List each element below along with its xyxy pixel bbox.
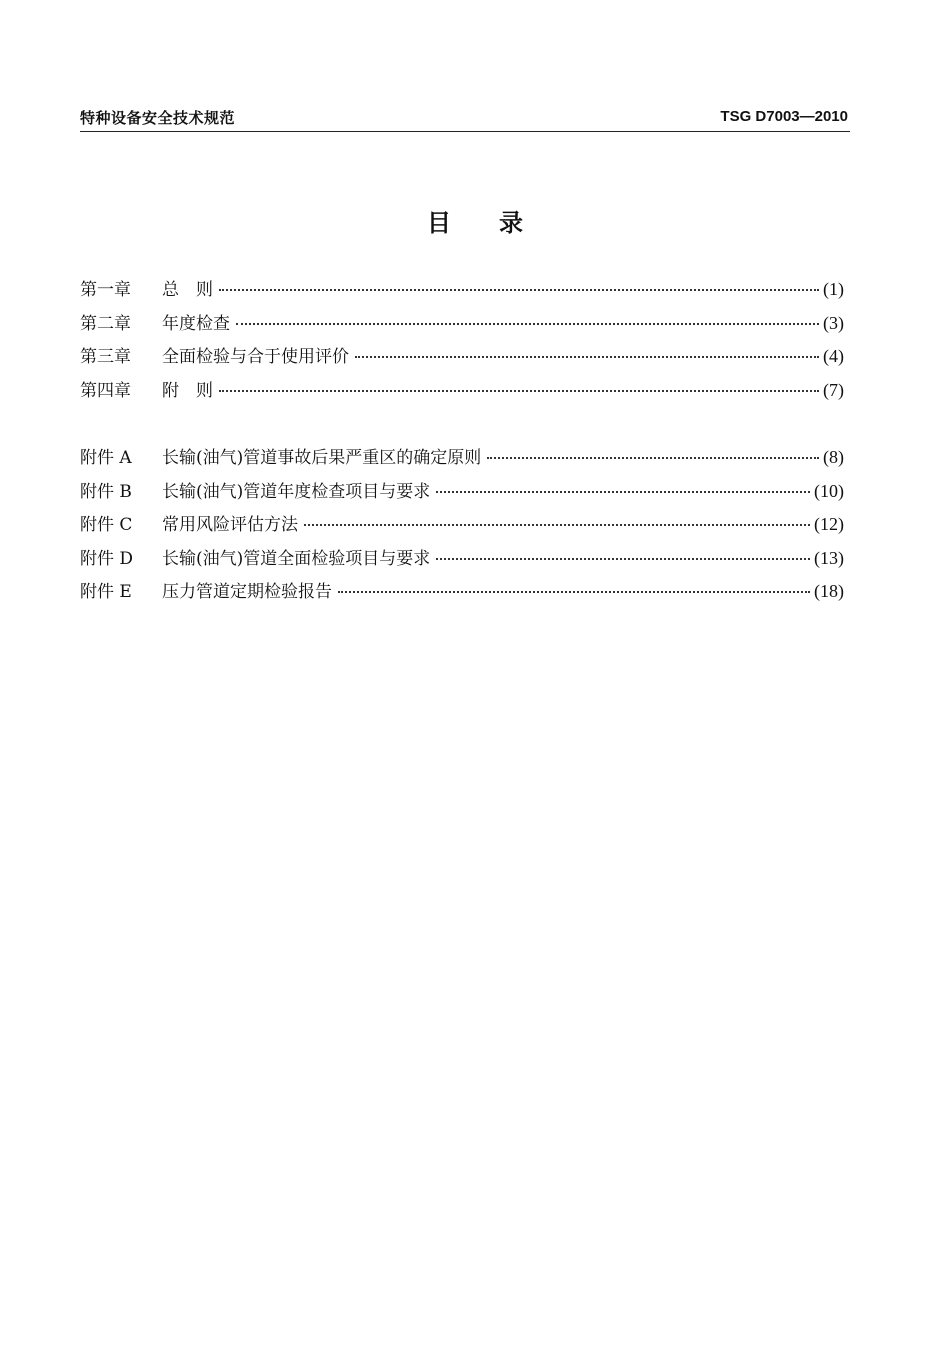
toc-entry-page: (12) [814,514,844,534]
toc-leader-dots [338,591,810,593]
toc-entry-chapter-4[interactable] [80,376,844,410]
toc-entry-label: 附件 C [80,515,133,535]
toc-entry-label: 第二章 [80,313,131,334]
toc-appendices [80,443,844,611]
toc-entry-label: 附件 D [80,548,134,569]
toc-entry-page: (1) [823,279,844,299]
header-standard-code: TSG D7003—2010 [720,108,848,125]
toc-entry-label: 第四章 [80,380,131,401]
toc-entry-chapter-1[interactable] [80,275,844,309]
toc-leader-dots [304,524,810,526]
toc-leader-dots [436,491,810,493]
toc-entry-text: 长输(油气)管道事故后果严重区的确定原则 [162,448,482,468]
toc-leader-dots [236,323,819,325]
toc-leader-dots [487,457,819,459]
toc-leader-dots [436,558,810,560]
toc-entry-label: 附件 E [80,582,132,602]
toc-entry-page: (4) [823,346,844,366]
toc-entry-label: 第三章 [80,347,131,367]
toc-entry-page: (10) [814,480,844,501]
toc-entry-text: 压力管道定期检验报告 [162,582,332,602]
toc-leader-dots [219,289,819,291]
toc-entry-text: 长输(油气)管道全面检验项目与要求 [162,548,431,569]
toc-entry-chapter-2[interactable] [80,309,844,343]
toc-entry-appendix-d[interactable] [80,544,844,578]
toc-entry-page: (7) [823,379,844,400]
toc-entry-appendix-e[interactable] [80,577,844,611]
toc-entry-text: 附 则 [162,380,213,401]
page-title: 目录 [427,209,571,237]
toc-entry-label: 附件 A [80,448,132,468]
toc-leader-dots [355,356,819,358]
toc-entry-label: 第一章 [80,280,131,300]
toc-entry-text: 常用风险评估方法 [162,515,298,535]
toc-entry-text: 年度检查 [162,313,230,334]
toc-entry-page: (18) [814,581,844,601]
toc-entry-label: 附件 B [80,481,132,502]
toc-entry-text: 全面检验与合于使用评价 [162,347,349,367]
toc-entry-page: (13) [814,547,844,568]
page-header [80,107,850,132]
toc-entry-appendix-a[interactable] [80,443,844,477]
toc-chapters [80,275,844,409]
toc-entry-appendix-b[interactable] [80,477,844,511]
toc-entry-appendix-c[interactable] [80,510,844,544]
toc-leader-dots [219,390,819,392]
header-series-title: 特种设备安全技术规范 [80,109,236,127]
toc-entry-chapter-3[interactable] [80,342,844,376]
toc-entry-text: 总 则 [162,280,213,300]
toc-entry-page: (3) [823,312,844,333]
toc-entry-page: (8) [823,447,844,467]
table-of-contents [80,275,844,611]
toc-entry-text: 长输(油气)管道年度检查项目与要求 [162,481,431,502]
